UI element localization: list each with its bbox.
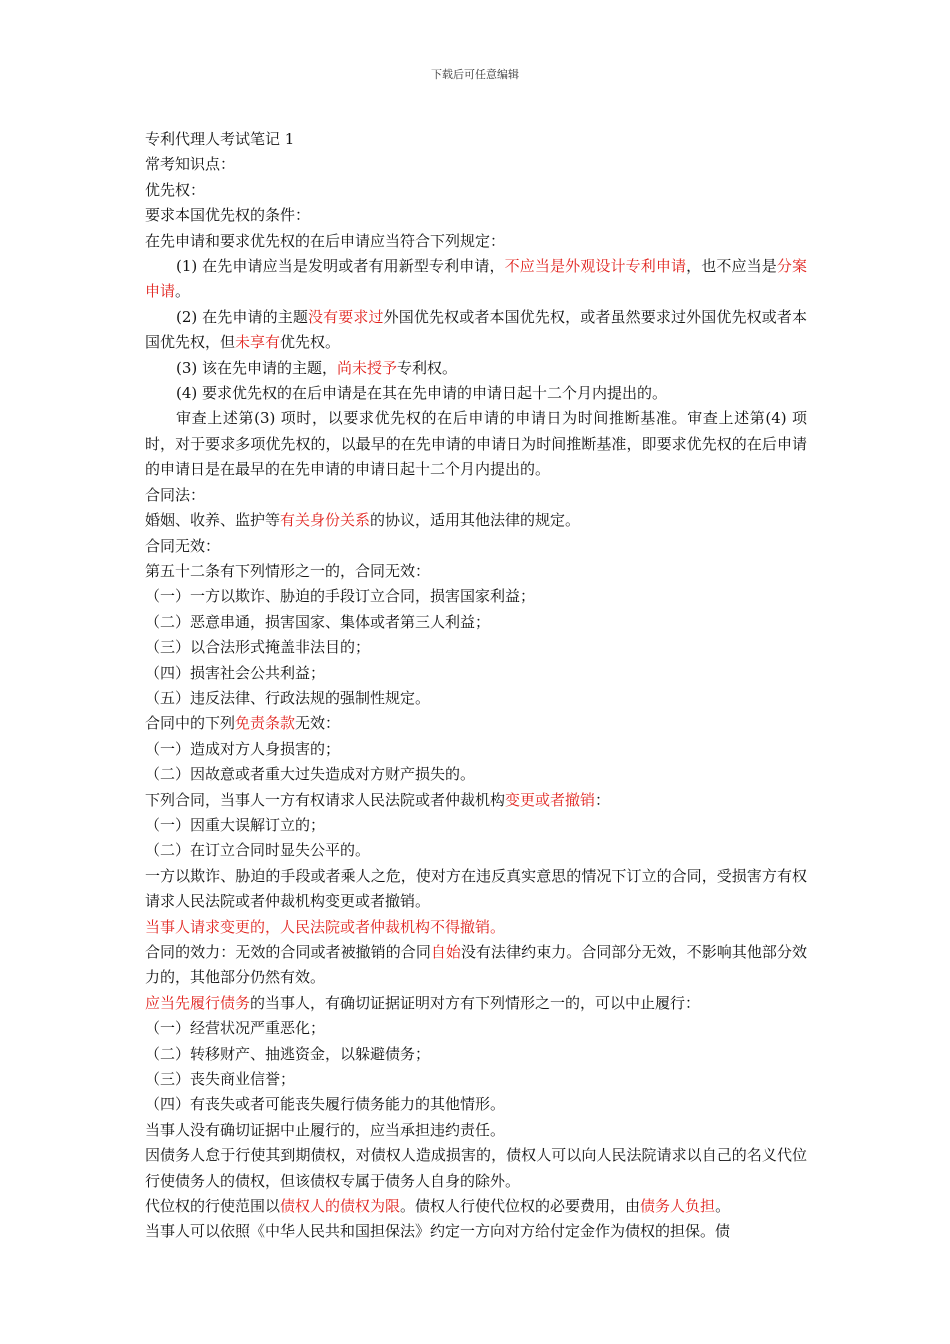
text-line [145,1194,807,1219]
text-segment: 婚姻、收养、监护等 [145,511,281,530]
text-segment: 专利权。 [397,358,458,377]
text-segment: 一方以欺诈、胁迫的手段或者乘人之危，使对方在违反真实意思的情况下订立的合同，受损害方有权请求人民法院或者仲裁机构变更或者撤销。 [145,866,807,911]
text-line [145,1143,807,1194]
text-segment: 代位权的行使范围以 [145,1197,281,1216]
text-line [145,610,807,635]
text-line [145,1092,807,1117]
indented-paragraph [145,406,807,482]
text-line [145,178,807,203]
text-line [145,127,807,152]
highlighted-text: 变更或者撤销 [505,790,596,809]
text-segment: （一）经营状况严重恶化； [145,1019,326,1038]
text-line [145,203,807,228]
text-segment: 的协议，适用其他法律的规定。 [370,511,581,530]
text-segment: （二）恶意串通，损害国家、集体或者第三人利益； [145,612,491,631]
text-segment: 的当事人，有确切证据证明对方有下列情形之一的，可以中止履行： [250,993,701,1012]
text-segment: 没有法律约束力。合同部分无效，不影响其他部分效力的，其他部分仍然有效。 [145,943,807,987]
text-line [145,1219,807,1244]
text-segment: 要求本国优先权的条件： [145,206,311,225]
text-segment: 。 [175,282,191,301]
text-segment: 合同中的下列 [145,714,236,733]
text-segment: 常考知识点： [145,155,236,174]
text-segment: 当事人可以依照《中华人民共和国担保法》约定一方向对方给付定金作为债权的担保。债 [145,1222,731,1241]
highlighted-text: 没有要求过 [308,307,384,326]
text-line [145,584,807,609]
text-line [145,1067,807,1092]
text-segment: 专利代理人考试笔记 1 [145,130,295,148]
text-line [145,864,807,915]
text-segment: 合同无效： [145,536,221,555]
text-line [145,762,807,787]
text-segment: 当事人没有确切证据中止履行的，应当承担违约责任。 [145,1120,506,1139]
text-segment: 下列合同，当事人一方有权请求人民法院或者仲裁机构 [145,790,506,809]
text-line [145,991,807,1016]
indented-paragraph [145,356,807,381]
text-line [145,711,807,736]
text-segment: 。 [715,1197,731,1216]
text-segment: 优先权。 [280,333,341,352]
text-line [145,737,807,762]
text-segment: ，也不应当是 [686,257,777,276]
highlighted-text: 未享有 [235,333,281,352]
text-segment: （四）有丧失或者可能丧失履行债务能力的其他情形。 [145,1095,506,1114]
text-segment: （四）损害社会公共利益； [145,663,326,682]
text-line [145,508,807,533]
text-segment: （一）因重大误解订立的； [145,815,326,834]
text-line [145,559,807,584]
text-segment: 在先申请和要求优先权的在后申请应当符合下列规定： [145,231,506,250]
text-segment: （二）在订立合同时显失公平的。 [145,841,371,860]
text-line [145,635,807,660]
text-line [145,152,807,177]
indented-paragraph [145,381,807,406]
text-line [145,1042,807,1067]
text-segment: 第五十二条有下列情形之一的，合同无效： [145,561,431,580]
document-body [145,127,807,1245]
text-line [145,915,807,940]
text-segment: 合同的效力：无效的合同或者被撤销的合同 [145,943,431,961]
text-segment: ： [595,790,611,809]
highlighted-text: 债权人的债权为限 [280,1197,401,1216]
text-line [145,229,807,254]
text-segment: 合同法： [145,485,206,504]
text-segment: 优先权： [145,180,206,199]
text-segment: (1) 在先申请应当是发明或者有用新型专利申请， [176,257,505,276]
text-segment: （三）丧失商业信誉； [145,1070,296,1089]
text-segment: 审查上述第(3) 项时，以要求优先权的在后申请的申请日为时间推断基准。审查上述第(4) 项时，对于要求多项优先权的，以最早的在先申请的申请日为时间推断基准，即要求优先权的在后申请的申请日是在最早的在先申请的申请日起十二个月内提出的。 [145,409,807,479]
text-line [145,534,807,559]
text-line [145,483,807,508]
page-header: 下载后可任意编辑 [431,68,519,81]
text-line [145,940,807,991]
text-line [145,1016,807,1041]
highlighted-text: 有关身份关系 [280,511,371,530]
highlighted-text: 免责条款 [235,714,296,733]
highlighted-text: 债务人负担 [640,1197,716,1216]
text-line [145,838,807,863]
text-line [145,686,807,711]
highlighted-text: 自始 [430,943,461,961]
text-segment: (2) 在先申请的主题 [176,307,309,326]
text-segment: 外国优先权或者本国优先权，或者虽然要求过外国优先权或者本国优先权，但 [145,307,807,352]
highlighted-text: 分案申请 [145,257,807,301]
text-segment: (4) 要求优先权的在后申请是在其在先申请的申请日起十二个月内提出的。 [176,384,668,403]
text-line [145,1118,807,1143]
text-segment: (3) 该在先申请的主题， [176,358,338,377]
text-segment: （二）因故意或者重大过失造成对方财产损失的。 [145,765,476,784]
text-segment: （五）违反法律、行政法规的强制性规定。 [145,688,431,707]
text-line [145,813,807,838]
highlighted-text: 应当先履行债务 [145,993,251,1012]
highlighted-text: 尚未授予 [337,358,398,377]
text-line [145,661,807,686]
indented-paragraph [145,254,807,305]
text-segment: 。债权人行使代位权的必要费用，由 [400,1197,641,1216]
text-segment: 因债务人怠于行使其到期债权，对债权人造成损害的，债权人可以向人民法院请求以自己的名义代位行使债务人的债权，但该债权专属于债务人自身的除外。 [145,1146,807,1190]
text-segment: （一）造成对方人身损害的； [145,739,341,758]
text-segment: （一）一方以欺诈、胁迫的手段订立合同，损害国家利益； [145,587,536,606]
text-segment: （二）转移财产、抽逃资金，以躲避债务； [145,1044,431,1063]
text-segment: 无效： [295,714,341,733]
highlighted-text: 不应当是外观设计专利申请 [504,257,687,276]
highlighted-text: 当事人请求变更的，人民法院或者仲裁机构不得撤销。 [145,917,506,936]
text-segment: （三）以合法形式掩盖非法目的； [145,638,371,657]
indented-paragraph [145,305,807,356]
text-line [145,788,807,813]
